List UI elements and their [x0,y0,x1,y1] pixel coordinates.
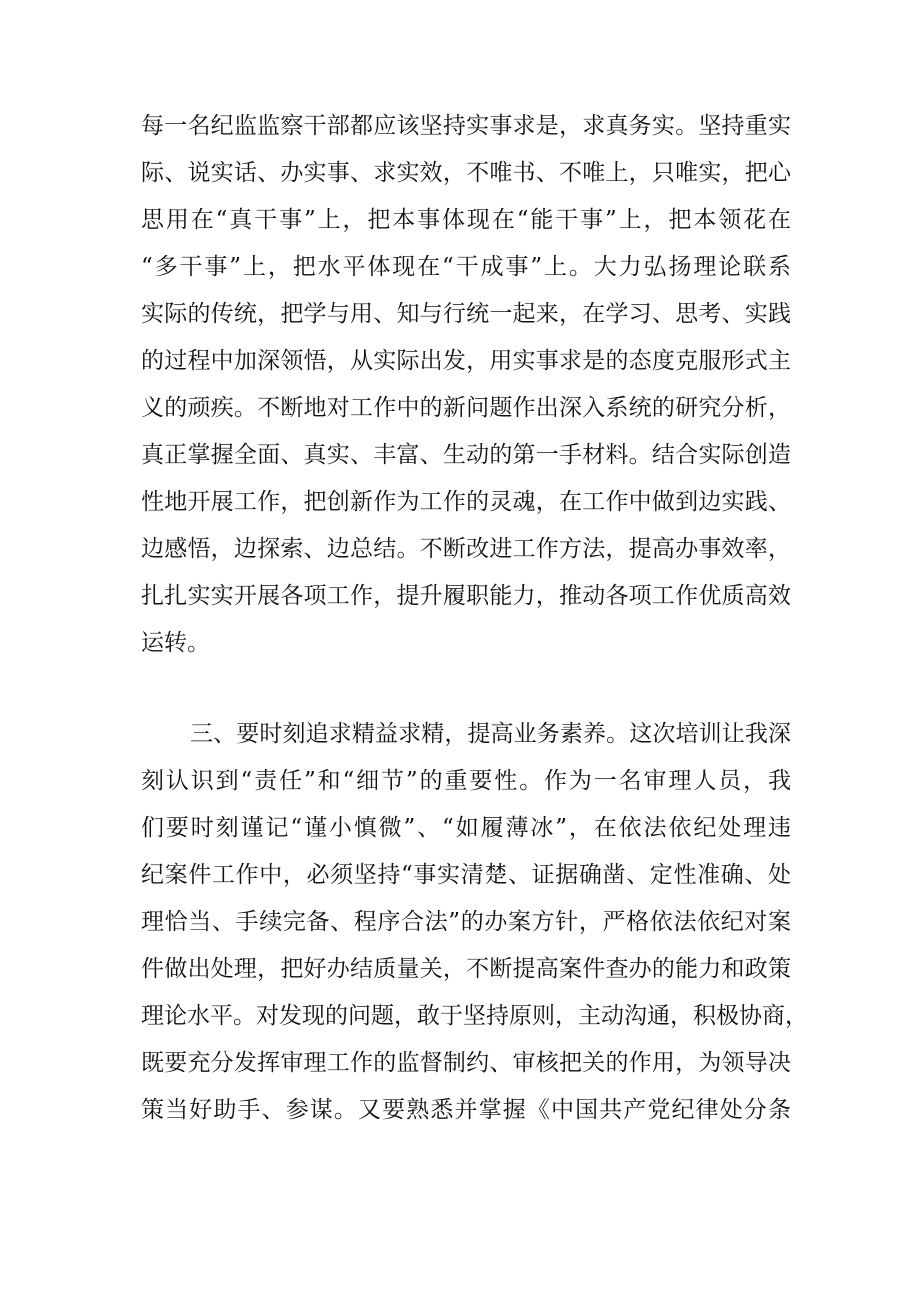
text-line: 思用在“真干事”上，把本事体现在“能干事”上，把本领花在 [141,207,791,233]
text-line: 的过程中加深领悟，从实际出发，用实事求是的态度克服形式主 [141,348,791,374]
paragraph-practical-work [141,103,791,667]
text-line: 扎扎实实开展各项工作，提升履职能力，推动各项工作优质高效 [141,583,791,609]
text-line: 际、说实话、办实事、求实效，不唯书、不唯上，只唯实，把心 [141,160,791,186]
text-line: 理论水平。对发现的问题，敢于坚持原则，主动沟通，积极协商， [141,1003,808,1029]
text-line: 件做出处理，把好办结质量关，不断提高案件查办的能力和政策 [141,956,791,982]
text-line: “多干事”上，把水平体现在“干成事”上。大力弘扬理论联系 [141,254,791,280]
text-line: 刻认识到“责任”和“细节”的重要性。作为一名审理人员，我 [141,768,791,794]
text-line: 们要时刻谨记“谨小慎微”、“如履薄冰”，在依法依纪处理违 [141,815,791,841]
text-line: 义的顽疾。不断地对工作中的新问题作出深入系统的研究分析， [141,395,791,421]
section-heading-line: 三、要时刻追求精益求精，提高业务素养。这次培训让我深 [190,721,791,747]
text-line: 既要充分发挥审理工作的监督制约、审核把关的作用，为领导决 [141,1050,791,1076]
text-line: 真正掌握全面、真实、丰富、生动的第一手材料。结合实际创造 [141,442,791,468]
text-line: 运转。 [141,630,210,656]
text-line: 实际的传统，把学与用、知与行统一起来，在学习、思考、实践 [141,301,791,327]
text-line: 边感悟，边探索、边总结。不断改进工作方法，提高办事效率， [141,536,791,562]
text-line: 理恰当、手续完备、程序合法”的办案方针，严格依法依纪对案 [141,909,791,935]
text-line: 纪案件工作中，必须坚持“事实清楚、证据确凿、定性准确、处 [141,862,791,888]
text-line: 性地开展工作，把创新作为工作的灵魂，在工作中做到边实践、 [141,489,791,515]
text-line: 每一名纪监监察干部都应该坚持实事求是，求真务实。坚持重实 [141,113,791,139]
text-line: 策当好助手、参谋。又要熟悉并掌握《中国共产党纪律处分条 [141,1097,791,1123]
paragraph-section-three [141,711,808,1134]
